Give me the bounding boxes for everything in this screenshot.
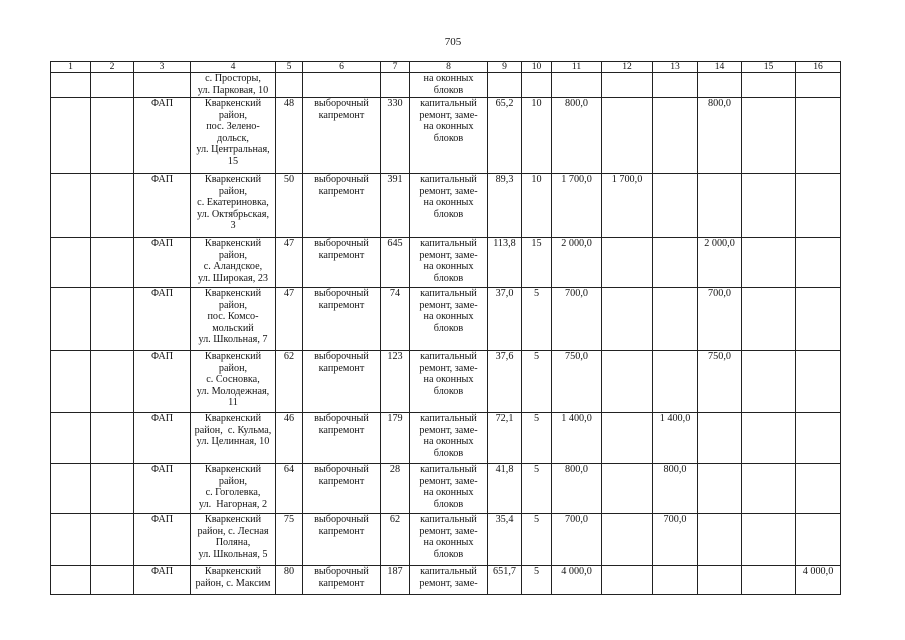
column-header-7: 7 bbox=[381, 62, 410, 73]
table-row bbox=[51, 98, 841, 174]
table-cell-col-3 bbox=[134, 73, 191, 98]
table-cell-col-12 bbox=[602, 288, 653, 351]
column-header-2: 2 bbox=[91, 62, 134, 73]
table-cell-col-6: выборочный капремонт bbox=[303, 464, 381, 514]
table-body bbox=[51, 73, 841, 595]
table-cell-col-13 bbox=[653, 288, 698, 351]
column-header-6: 6 bbox=[303, 62, 381, 73]
table-cell-col-15 bbox=[742, 566, 796, 595]
table-cell-col-2 bbox=[91, 73, 134, 98]
table-cell-col-16 bbox=[796, 514, 841, 566]
table-cell-col-14 bbox=[698, 464, 742, 514]
table-cell-col-4: Кваркенский район, с. Гоголевка, ул. Нагорная, 2 bbox=[191, 464, 276, 514]
table-cell-col-12: 1 700,0 bbox=[602, 174, 653, 238]
table-cell-col-16 bbox=[796, 413, 841, 464]
table-cell-col-3: ФАП bbox=[134, 238, 191, 288]
table-cell-col-1 bbox=[51, 566, 91, 595]
table-cell-col-4: Кваркенский район, с. Кульма, ул. Целинная, 10 bbox=[191, 413, 276, 464]
table-cell-col-8: на оконных блоков bbox=[410, 73, 488, 98]
table-cell-col-12 bbox=[602, 413, 653, 464]
table-cell-col-4: Кваркенский район, с. Аландское, ул. Широкая, 23 bbox=[191, 238, 276, 288]
column-header-15: 15 bbox=[742, 62, 796, 73]
table-cell-col-11: 1 400,0 bbox=[552, 413, 602, 464]
table-cell-col-8: капитальный ремонт, заме- на оконных блоков bbox=[410, 98, 488, 174]
table-cell-col-5: 80 bbox=[276, 566, 303, 595]
table-cell-col-14: 750,0 bbox=[698, 351, 742, 413]
table-cell-col-14 bbox=[698, 413, 742, 464]
table-cell-col-13: 700,0 bbox=[653, 514, 698, 566]
column-header-10: 10 bbox=[522, 62, 552, 73]
table-cell-col-10: 5 bbox=[522, 464, 552, 514]
table-cell-col-11: 800,0 bbox=[552, 464, 602, 514]
table-cell-col-1 bbox=[51, 464, 91, 514]
table-cell-col-3: ФАП bbox=[134, 351, 191, 413]
table-cell-col-2 bbox=[91, 98, 134, 174]
table-row bbox=[51, 413, 841, 464]
table-cell-col-2 bbox=[91, 174, 134, 238]
column-header-1: 1 bbox=[51, 62, 91, 73]
table-cell-col-8: капитальный ремонт, заме- на оконных блоков bbox=[410, 174, 488, 238]
table-cell-col-1 bbox=[51, 351, 91, 413]
table-cell-col-10: 5 bbox=[522, 413, 552, 464]
table-cell-col-4: Кваркенский район, с. Лесная Поляна, ул. Школьная, 5 bbox=[191, 514, 276, 566]
table-row bbox=[51, 514, 841, 566]
table-cell-col-5: 46 bbox=[276, 413, 303, 464]
table-cell-col-8: капитальный ремонт, заме- на оконных блоков bbox=[410, 413, 488, 464]
table-cell-col-1 bbox=[51, 413, 91, 464]
table-cell-col-6 bbox=[303, 73, 381, 98]
table-cell-col-5: 48 bbox=[276, 98, 303, 174]
table-cell-col-1 bbox=[51, 98, 91, 174]
table-cell-col-10: 10 bbox=[522, 98, 552, 174]
table-cell-col-9: 37,0 bbox=[488, 288, 522, 351]
table-cell-col-16 bbox=[796, 174, 841, 238]
table-cell-col-9: 113,8 bbox=[488, 238, 522, 288]
table-cell-col-8: капитальный ремонт, заме- на оконных блоков bbox=[410, 238, 488, 288]
table-cell-col-14 bbox=[698, 73, 742, 98]
table-row bbox=[51, 288, 841, 351]
table-cell-col-6: выборочный капремонт bbox=[303, 288, 381, 351]
table-cell-col-7 bbox=[381, 73, 410, 98]
table-cell-col-5 bbox=[276, 73, 303, 98]
table-cell-col-15 bbox=[742, 98, 796, 174]
table-cell-col-9: 37,6 bbox=[488, 351, 522, 413]
table-cell-col-13: 800,0 bbox=[653, 464, 698, 514]
column-header-14: 14 bbox=[698, 62, 742, 73]
table-cell-col-12 bbox=[602, 351, 653, 413]
table-cell-col-9: 651,7 bbox=[488, 566, 522, 595]
table-cell-col-8: капитальный ремонт, заме- bbox=[410, 566, 488, 595]
table-cell-col-7: 187 bbox=[381, 566, 410, 595]
table-cell-col-6: выборочный капремонт bbox=[303, 238, 381, 288]
table-header-row bbox=[51, 62, 841, 73]
table-cell-col-3: ФАП bbox=[134, 514, 191, 566]
table-cell-col-16: 4 000,0 bbox=[796, 566, 841, 595]
table-cell-col-3: ФАП bbox=[134, 174, 191, 238]
column-header-5: 5 bbox=[276, 62, 303, 73]
table-cell-col-12 bbox=[602, 73, 653, 98]
table-cell-col-12 bbox=[602, 98, 653, 174]
table-cell-col-15 bbox=[742, 73, 796, 98]
table-cell-col-6: выборочный капремонт bbox=[303, 413, 381, 464]
table-cell-col-1 bbox=[51, 73, 91, 98]
table-cell-col-3: ФАП bbox=[134, 98, 191, 174]
table-cell-col-11: 700,0 bbox=[552, 288, 602, 351]
table-cell-col-16 bbox=[796, 351, 841, 413]
column-header-13: 13 bbox=[653, 62, 698, 73]
table-cell-col-7: 645 bbox=[381, 238, 410, 288]
table-cell-col-14 bbox=[698, 174, 742, 238]
table-cell-col-15 bbox=[742, 413, 796, 464]
table-cell-col-5: 47 bbox=[276, 238, 303, 288]
table-cell-col-4: Кваркенский район, пос. Комсо- мольский ул. Школьная, 7 bbox=[191, 288, 276, 351]
table-cell-col-2 bbox=[91, 413, 134, 464]
table-cell-col-2 bbox=[91, 288, 134, 351]
table-cell-col-10: 5 bbox=[522, 351, 552, 413]
table-cell-col-9: 65,2 bbox=[488, 98, 522, 174]
table-cell-col-16 bbox=[796, 73, 841, 98]
table-cell-col-6: выборочный капремонт bbox=[303, 174, 381, 238]
table-cell-col-13 bbox=[653, 174, 698, 238]
data-table bbox=[50, 61, 841, 595]
table-cell-col-4: Кваркенский район, с. Сосновка, ул. Молодежная, 11 bbox=[191, 351, 276, 413]
table-cell-col-15 bbox=[742, 238, 796, 288]
table-cell-col-13 bbox=[653, 351, 698, 413]
table-cell-col-15 bbox=[742, 351, 796, 413]
column-header-9: 9 bbox=[488, 62, 522, 73]
table-row bbox=[51, 464, 841, 514]
table-cell-col-6: выборочный капремонт bbox=[303, 514, 381, 566]
table-cell-col-11: 750,0 bbox=[552, 351, 602, 413]
table-cell-col-4: Кваркенский район, с. Екатериновка, ул. Октябрьская, 3 bbox=[191, 174, 276, 238]
table-cell-col-14 bbox=[698, 514, 742, 566]
table-cell-col-16 bbox=[796, 238, 841, 288]
table-header bbox=[51, 62, 841, 73]
table-cell-col-5: 62 bbox=[276, 351, 303, 413]
column-header-4: 4 bbox=[191, 62, 276, 73]
table-cell-col-14: 700,0 bbox=[698, 288, 742, 351]
table-cell-col-14: 800,0 bbox=[698, 98, 742, 174]
table-cell-col-5: 47 bbox=[276, 288, 303, 351]
table-cell-col-9: 89,3 bbox=[488, 174, 522, 238]
table-cell-col-3: ФАП bbox=[134, 288, 191, 351]
table-cell-col-15 bbox=[742, 288, 796, 351]
table-cell-col-10: 10 bbox=[522, 174, 552, 238]
table-cell-col-7: 330 bbox=[381, 98, 410, 174]
table-row bbox=[51, 174, 841, 238]
table-cell-col-11 bbox=[552, 73, 602, 98]
table-cell-col-8: капитальный ремонт, заме- на оконных блоков bbox=[410, 288, 488, 351]
column-header-12: 12 bbox=[602, 62, 653, 73]
table-cell-col-2 bbox=[91, 238, 134, 288]
table-cell-col-8: капитальный ремонт, заме- на оконных блоков bbox=[410, 514, 488, 566]
table-cell-col-10: 5 bbox=[522, 288, 552, 351]
table-cell-col-1 bbox=[51, 174, 91, 238]
table-cell-col-12 bbox=[602, 514, 653, 566]
table-cell-col-10: 5 bbox=[522, 566, 552, 595]
table-cell-col-5: 64 bbox=[276, 464, 303, 514]
table-cell-col-3: ФАП bbox=[134, 566, 191, 595]
table-cell-col-7: 74 bbox=[381, 288, 410, 351]
column-header-11: 11 bbox=[552, 62, 602, 73]
column-header-16: 16 bbox=[796, 62, 841, 73]
table-cell-col-10 bbox=[522, 73, 552, 98]
table-cell-col-8: капитальный ремонт, заме- на оконных блоков bbox=[410, 464, 488, 514]
column-header-8: 8 bbox=[410, 62, 488, 73]
table-row bbox=[51, 238, 841, 288]
table-cell-col-9: 72,1 bbox=[488, 413, 522, 464]
table-cell-col-3: ФАП bbox=[134, 413, 191, 464]
table-cell-col-7: 28 bbox=[381, 464, 410, 514]
table-cell-col-13 bbox=[653, 98, 698, 174]
table-cell-col-4: Кваркенский район, пос. Зелено- дольск, ул. Центральная, 15 bbox=[191, 98, 276, 174]
table-cell-col-11: 2 000,0 bbox=[552, 238, 602, 288]
table-cell-col-15 bbox=[742, 464, 796, 514]
table-cell-col-13 bbox=[653, 566, 698, 595]
table-cell-col-9: 35,4 bbox=[488, 514, 522, 566]
table-cell-col-9: 41,8 bbox=[488, 464, 522, 514]
table-cell-col-6: выборочный капремонт bbox=[303, 351, 381, 413]
table-cell-col-1 bbox=[51, 514, 91, 566]
table-cell-col-12 bbox=[602, 464, 653, 514]
table-cell-col-1 bbox=[51, 238, 91, 288]
table-cell-col-16 bbox=[796, 98, 841, 174]
table-cell-col-16 bbox=[796, 464, 841, 514]
table-cell-col-16 bbox=[796, 288, 841, 351]
table-cell-col-6: выборочный капремонт bbox=[303, 566, 381, 595]
table-cell-col-11: 800,0 bbox=[552, 98, 602, 174]
table-cell-col-13 bbox=[653, 238, 698, 288]
table-cell-col-4: с. Просторы, ул. Парковая, 10 bbox=[191, 73, 276, 98]
table-cell-col-2 bbox=[91, 514, 134, 566]
column-header-3: 3 bbox=[134, 62, 191, 73]
table-row bbox=[51, 351, 841, 413]
table-cell-col-9 bbox=[488, 73, 522, 98]
table-cell-col-8: капитальный ремонт, заме- на оконных блоков bbox=[410, 351, 488, 413]
table-cell-col-13 bbox=[653, 73, 698, 98]
table-cell-col-11: 700,0 bbox=[552, 514, 602, 566]
table-cell-col-11: 4 000,0 bbox=[552, 566, 602, 595]
table-cell-col-2 bbox=[91, 464, 134, 514]
table-row bbox=[51, 566, 841, 595]
table-cell-col-2 bbox=[91, 566, 134, 595]
table-cell-col-12 bbox=[602, 238, 653, 288]
table-cell-col-14 bbox=[698, 566, 742, 595]
table-cell-col-10: 15 bbox=[522, 238, 552, 288]
table-cell-col-14: 2 000,0 bbox=[698, 238, 742, 288]
table-cell-col-4: Кваркенский район, с. Максим bbox=[191, 566, 276, 595]
table-cell-col-5: 75 bbox=[276, 514, 303, 566]
table-cell-col-7: 123 bbox=[381, 351, 410, 413]
table-cell-col-6: выборочный капремонт bbox=[303, 98, 381, 174]
table-cell-col-2 bbox=[91, 351, 134, 413]
table-cell-col-7: 179 bbox=[381, 413, 410, 464]
table-cell-col-12 bbox=[602, 566, 653, 595]
page-number: 705 bbox=[444, 36, 462, 48]
table-cell-col-5: 50 bbox=[276, 174, 303, 238]
table-cell-col-13: 1 400,0 bbox=[653, 413, 698, 464]
table-cell-col-15 bbox=[742, 514, 796, 566]
table-cell-col-7: 391 bbox=[381, 174, 410, 238]
table-cell-col-1 bbox=[51, 288, 91, 351]
table-row bbox=[51, 73, 841, 98]
table-cell-col-10: 5 bbox=[522, 514, 552, 566]
table-cell-col-7: 62 bbox=[381, 514, 410, 566]
table-cell-col-15 bbox=[742, 174, 796, 238]
table-cell-col-3: ФАП bbox=[134, 464, 191, 514]
table-cell-col-11: 1 700,0 bbox=[552, 174, 602, 238]
